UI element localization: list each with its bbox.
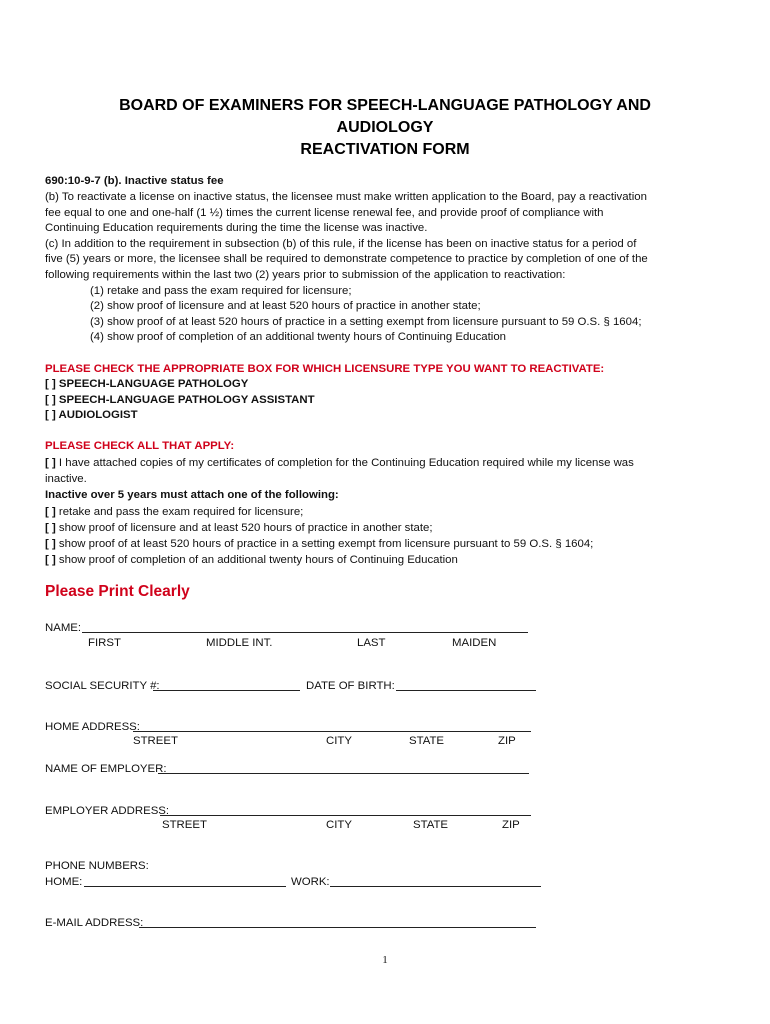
- apply-option-licensure[interactable]: [45, 521, 433, 537]
- name-field[interactable]: [82, 632, 528, 633]
- home-phone-label: HOME:: [45, 876, 83, 888]
- address-sub-street: STREET: [162, 819, 207, 831]
- name-sub-last: LAST: [357, 637, 386, 649]
- address-sub-city: CITY: [326, 819, 352, 831]
- address-sub-zip: ZIP: [502, 819, 520, 831]
- checkbox[interactable]: [ ]: [45, 554, 56, 566]
- email-field[interactable]: [139, 927, 536, 928]
- employer-field[interactable]: [158, 773, 529, 774]
- name-label: NAME:: [45, 622, 82, 634]
- checkbox[interactable]: [ ]: [45, 538, 56, 550]
- phone-numbers-label: PHONE NUMBERS:: [45, 860, 149, 872]
- ssn-field[interactable]: [153, 690, 300, 691]
- rule-line: five (5) years or more, the licensee shall be required to demonstrate competence to practice by completion of one of the: [45, 253, 648, 265]
- name-sub-middle: MIDDLE INT.: [206, 637, 273, 649]
- address-sub-street: STREET: [133, 735, 178, 747]
- email-label: E-MAIL ADDRESS:: [45, 917, 144, 929]
- rule-line: Continuing Education requirements during the time the license was inactive.: [45, 222, 428, 234]
- dob-label: DATE OF BIRTH:: [306, 680, 395, 692]
- apply-ce-text: I have attached copies of my certificates of completion for the Continuing Education required while my license was: [55, 457, 634, 469]
- home-phone-field[interactable]: [84, 886, 286, 887]
- apply-option-text: show proof of at least 520 hours of practice in a setting exempt from licensure pursuant to 59 O.S. § 1604;: [55, 538, 594, 550]
- checkbox[interactable]: [ ]: [45, 457, 56, 469]
- licensure-option-audiologist[interactable]: [ ] AUDIOLOGIST: [45, 409, 138, 421]
- licensure-option-slp[interactable]: [ ] SPEECH-LANGUAGE PATHOLOGY: [45, 378, 249, 390]
- apply-option-text: show proof of licensure and at least 520 hours of practice in another state;: [55, 522, 433, 534]
- employer-address-label: EMPLOYER ADDRESS:: [45, 805, 170, 817]
- work-phone-label: WORK:: [291, 876, 330, 888]
- checkbox[interactable]: [ ]: [45, 522, 56, 534]
- rule-item: (4) show proof of completion of an additional twenty hours of Continuing Education: [90, 331, 507, 343]
- form-title-line3: REACTIVATION FORM: [300, 141, 470, 158]
- address-sub-city: CITY: [326, 735, 352, 747]
- apply-option-exam[interactable]: [45, 505, 303, 521]
- rule-heading: 690:10-9-7 (b). Inactive status fee: [45, 175, 224, 187]
- address-sub-state: STATE: [413, 819, 449, 831]
- apply-option-ce-hours[interactable]: [45, 553, 458, 569]
- address-sub-state: STATE: [409, 735, 445, 747]
- employer-address-field[interactable]: [160, 815, 531, 816]
- apply-option-text: retake and pass the exam required for licensure;: [55, 506, 304, 518]
- apply-ce-text-cont: inactive.: [45, 473, 87, 485]
- rule-item: (2) show proof of licensure and at least 520 hours of practice in another state;: [90, 300, 481, 312]
- employer-label: NAME OF EMPLOYER:: [45, 763, 167, 775]
- apply-option-exempt[interactable]: [45, 537, 593, 553]
- apply-ce-option[interactable]: [45, 456, 634, 472]
- rule-item: (1) retake and pass the exam required for licensure;: [90, 285, 352, 297]
- licensure-option-slpa[interactable]: [ ] SPEECH-LANGUAGE PATHOLOGY ASSISTANT: [45, 394, 315, 406]
- checkbox[interactable]: [ ]: [45, 506, 56, 518]
- home-address-field[interactable]: [133, 731, 531, 732]
- work-phone-field[interactable]: [330, 886, 541, 887]
- apply-heading: PLEASE CHECK ALL THAT APPLY:: [45, 440, 235, 452]
- home-address-label: HOME ADDRESS:: [45, 721, 140, 733]
- rule-line: fee equal to one and one-half (1 ½) times the current license renewal fee, and provide proof of compliance with: [45, 207, 604, 219]
- rule-line: following requirements within the last two (2) years prior to submission of the application to reactivation:: [45, 269, 566, 281]
- address-sub-zip: ZIP: [498, 735, 516, 747]
- name-sub-first: FIRST: [88, 637, 121, 649]
- apply-option-text: show proof of completion of an additional twenty hours of Continuing Education: [55, 554, 458, 566]
- inactive-heading: Inactive over 5 years must attach one of the following:: [45, 489, 339, 501]
- rule-item: (3) show proof of at least 520 hours of practice in a setting exempt from licensure pursuant to 59 O.S. § 1604;: [90, 316, 642, 328]
- rule-line: (c) In addition to the requirement in subsection (b) of this rule, if the license has been on inactive status for a period of: [45, 238, 637, 250]
- name-sub-maiden: MAIDEN: [452, 637, 497, 649]
- dob-field[interactable]: [396, 690, 536, 691]
- rule-line: (b) To reactivate a license on inactive status, the licensee must make written application to the Board, pay a reactivation: [45, 191, 647, 203]
- print-clearly-heading: Please Print Clearly: [45, 583, 190, 600]
- form-title-line2: AUDIOLOGY: [336, 119, 434, 136]
- form-title-line1: BOARD OF EXAMINERS FOR SPEECH-LANGUAGE PATHOLOGY AND: [119, 97, 651, 114]
- licensure-heading: PLEASE CHECK THE APPROPRIATE BOX FOR WHICH LICENSURE TYPE YOU WANT TO REACTIVATE:: [45, 363, 605, 375]
- page-number: 1: [382, 954, 388, 966]
- ssn-label: SOCIAL SECURITY #:: [45, 680, 160, 692]
